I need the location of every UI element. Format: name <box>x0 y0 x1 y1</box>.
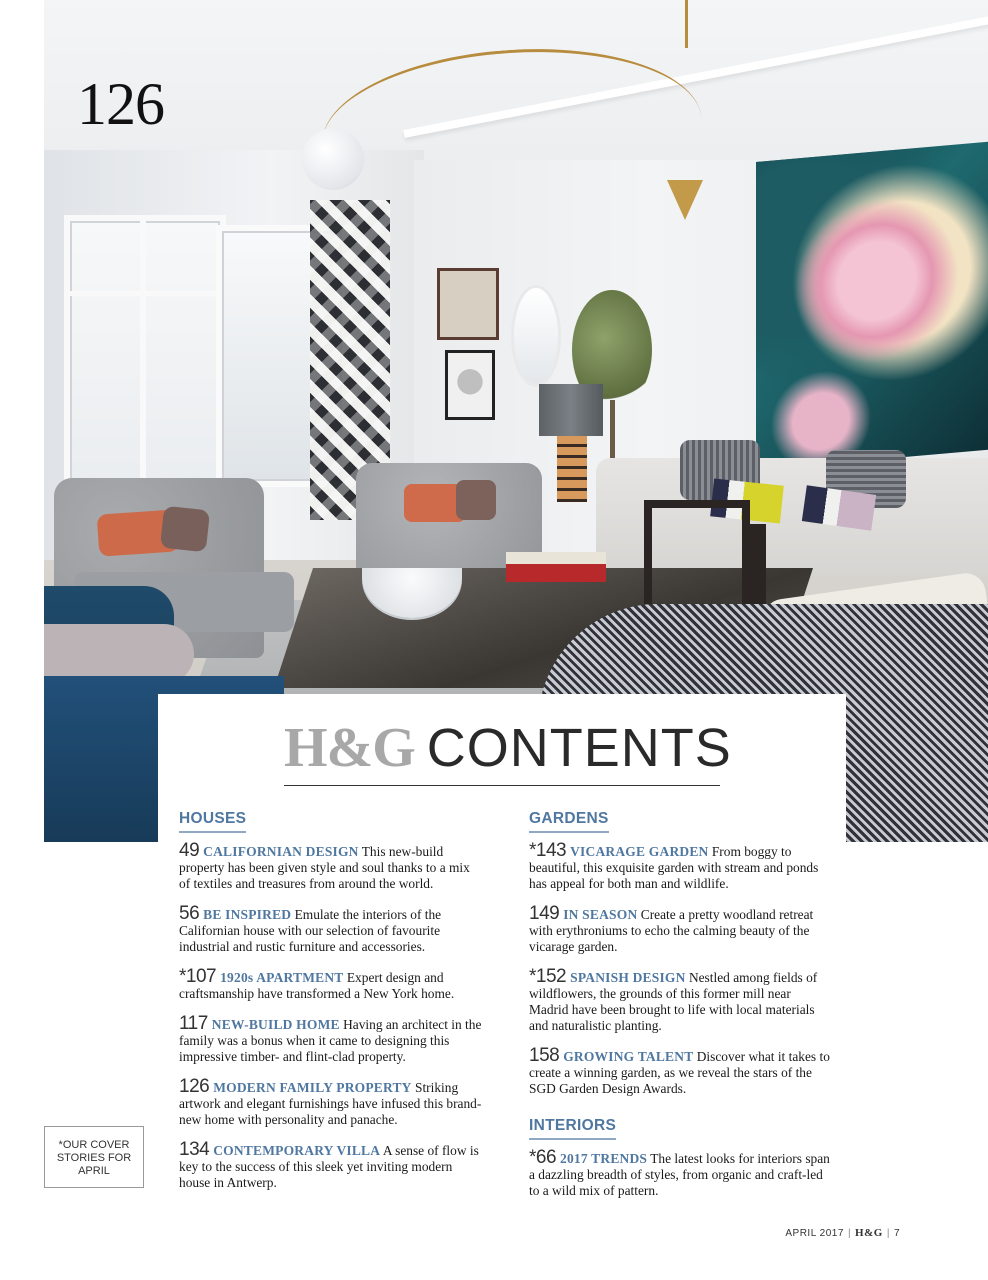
contents-entry[interactable] <box>529 966 833 1034</box>
lamp-base <box>557 436 587 502</box>
entry-page-number: 149 <box>529 903 560 924</box>
cover-note-line-3: APRIL <box>78 1165 110 1177</box>
entry-page-number: 126 <box>179 1076 210 1097</box>
contents-entry[interactable] <box>179 1013 483 1065</box>
abstract-painting <box>756 142 988 470</box>
entry-description: Nestled among fields of wildflowers, the grounds of this former mill near Madrid have been brought to life with local materials and naturalistic planting. <box>529 970 818 1033</box>
brown-pillow-left <box>160 506 210 553</box>
contents-panel <box>158 694 846 1214</box>
footer-brand: H&G <box>855 1227 883 1239</box>
entry-page-number: 49 <box>179 840 200 861</box>
heading-divider <box>284 785 720 786</box>
contents-entry[interactable] <box>179 903 483 955</box>
cover-note-line-2: STORIES FOR <box>56 1152 132 1164</box>
entry-page-number: *66 <box>529 1147 557 1168</box>
footer-separator: | <box>886 1228 890 1239</box>
throw-blanket-left <box>44 624 194 684</box>
contents-entry[interactable] <box>179 1139 483 1191</box>
lamp-shade <box>539 384 603 436</box>
entry-title: NEW-BUILD HOME <box>211 1017 340 1032</box>
contents-entry[interactable] <box>179 966 483 1002</box>
footer-issue: APRIL 2017 <box>785 1228 844 1239</box>
contents-title: CONTENTS <box>426 718 732 778</box>
entry-description: A sense of flow is key to the success of this sleek yet inviting modern house in Antwerp. <box>179 1143 479 1190</box>
contents-entry[interactable] <box>529 840 833 892</box>
entry-title: 1920s APARTMENT <box>220 970 344 985</box>
section-title-houses: HOUSES <box>179 810 246 833</box>
entry-title: VICARAGE GARDEN <box>570 844 709 859</box>
contents-entry[interactable] <box>529 1147 833 1199</box>
entry-title: MODERN FAMILY PROPERTY <box>213 1080 412 1095</box>
contents-entry[interactable] <box>179 1076 483 1128</box>
brown-pillow-middle <box>456 480 496 520</box>
entry-title: IN SEASON <box>563 907 638 922</box>
section-title-gardens: GARDENS <box>529 810 609 833</box>
entry-description: Expert design and craftsmanship have transformed a New York home. <box>179 970 455 1001</box>
contents-column-left <box>179 810 483 1205</box>
cover-note-line-1: *OUR COVER <box>58 1139 130 1151</box>
entry-page-number: *143 <box>529 840 567 861</box>
entry-description: Having an architect in the family was a bonus when it came to designing this impressive timber- and flint-clad property. <box>179 1017 482 1064</box>
pendant-globe <box>302 128 364 190</box>
entry-page-number: 158 <box>529 1045 560 1066</box>
entry-page-number: *107 <box>179 966 217 987</box>
entry-description: Create a pretty woodland retreat with erythroniums to echo the calming beauty of the vicarage garden. <box>529 907 814 954</box>
pendant-rod <box>685 0 688 48</box>
contents-column-right <box>529 810 833 1213</box>
framed-artwork-2 <box>445 350 495 420</box>
contents-entry[interactable] <box>179 840 483 892</box>
footer-separator: | <box>847 1228 852 1239</box>
contents-heading <box>284 717 732 779</box>
pendant-cone <box>667 180 703 220</box>
entry-page-number: 134 <box>179 1139 210 1160</box>
entry-description: Discover what it takes to create a winning garden, as we reveal the stars of the SGD Garden Design Awards. <box>529 1049 830 1096</box>
entry-title: CALIFORNIAN DESIGN <box>203 844 359 859</box>
contents-entry[interactable] <box>529 903 833 955</box>
footer-page-number: 7 <box>893 1228 900 1239</box>
entry-title: 2017 TRENDS <box>560 1151 648 1166</box>
entry-description: Emulate the interiors of the Californian house with our selection of favourite industrial and rustic furniture and accessories. <box>179 907 442 954</box>
entry-description: This new-build property has been given style and soul thanks to a mix of textiles and treasures from around the world. <box>179 844 470 891</box>
feature-page-number: 126 <box>77 71 164 137</box>
entry-page-number: *152 <box>529 966 567 987</box>
oval-mirror <box>514 288 558 384</box>
brand-logo: H&G <box>284 717 415 779</box>
entry-description: Striking artwork and elegant furnishings have infused this brand-new home with personality and panache. <box>179 1080 482 1127</box>
entry-title: CONTEMPORARY VILLA <box>213 1143 381 1158</box>
entry-title: SPANISH DESIGN <box>570 970 686 985</box>
metal-sculpture <box>644 500 750 616</box>
entry-description: The latest looks for interiors span a dazzling breadth of styles, from organic and craft-led to a wild mix of pattern. <box>529 1151 830 1198</box>
entry-title: GROWING TALENT <box>563 1049 694 1064</box>
entry-description: From boggy to beautiful, this exquisite garden with stream and ponds has appeal for both man and wildlife. <box>529 844 819 891</box>
cover-stories-note <box>44 1126 144 1188</box>
contents-entry[interactable] <box>529 1045 833 1097</box>
framed-artwork-1 <box>437 268 499 340</box>
window-left <box>64 215 226 517</box>
entry-title: BE INSPIRED <box>203 907 292 922</box>
stacked-books <box>506 552 606 582</box>
section-title-interiors: INTERIORS <box>529 1117 616 1140</box>
entry-page-number: 117 <box>179 1013 208 1034</box>
entry-page-number: 56 <box>179 903 200 924</box>
page-footer <box>785 1227 900 1239</box>
